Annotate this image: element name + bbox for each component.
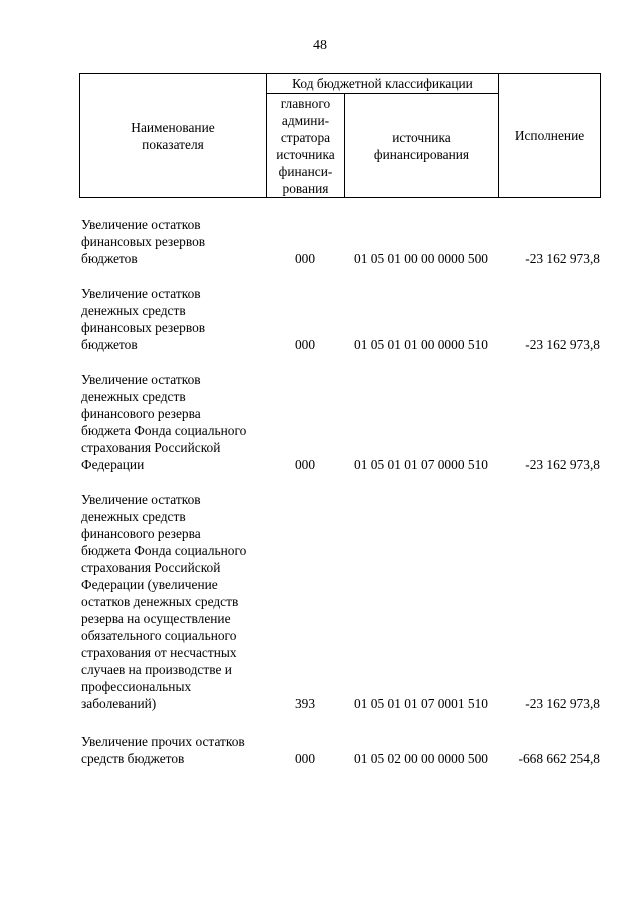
row-source-code: 01 05 01 00 00 0000 500 <box>354 251 488 266</box>
header-source-label: источника финансирования <box>373 129 470 162</box>
row-source-code: 01 05 02 00 00 0000 500 <box>354 751 488 766</box>
row-admin-code: 000 <box>294 251 316 266</box>
row-execution: -23 162 973,8 <box>525 251 600 266</box>
row-execution: -23 162 973,8 <box>525 337 600 352</box>
row-name: Увеличение остатков денежных средств финансовых резервов бюджетов <box>81 286 206 352</box>
row-source-code: 01 05 01 01 00 0000 510 <box>354 337 488 352</box>
row-execution: -668 662 254,8 <box>518 751 600 766</box>
row-admin-code: 000 <box>294 751 316 766</box>
header-admin-cell <box>267 94 345 197</box>
row-execution: -23 162 973,8 <box>525 696 600 711</box>
header-admin-label: главного админи- стратора источника финанси- рования <box>276 95 335 196</box>
header-source-cell <box>345 94 499 197</box>
row-admin-code: 000 <box>294 337 316 352</box>
row-name: Увеличение остатков денежных средств финансового резерва бюджета Фонда социального страхования Российской Федерации (увеличение остатков денежных средств резерва на осуществление обязательного социального страхования от несчастных случаев на производстве и профессиональных заболеваний) <box>81 492 247 711</box>
row-name: Увеличение остатков денежных средств финансового резерва бюджета Фонда социального страхования Российской Федерации <box>81 372 247 472</box>
row-execution: -23 162 973,8 <box>525 457 600 472</box>
header-code-group-cell <box>267 74 499 94</box>
row-name: Увеличение остатков финансовых резервов бюджетов <box>81 217 206 266</box>
row-name: Увеличение прочих остатков средств бюджетов <box>81 734 245 766</box>
header-execution-cell <box>499 74 600 197</box>
row-admin-code: 000 <box>294 457 316 472</box>
header-name-cell <box>80 74 267 197</box>
page-number: 48 <box>313 38 327 53</box>
header-name-label: Наименование показателя <box>131 119 215 152</box>
row-admin-code: 393 <box>294 696 316 711</box>
row-source-code: 01 05 01 01 07 0001 510 <box>354 696 488 711</box>
header-execution-label: Исполнение <box>514 128 585 143</box>
header-code-group-label: Код бюджетной классификации <box>292 76 473 91</box>
table-header <box>79 73 601 198</box>
row-source-code: 01 05 01 01 07 0000 510 <box>354 457 488 472</box>
